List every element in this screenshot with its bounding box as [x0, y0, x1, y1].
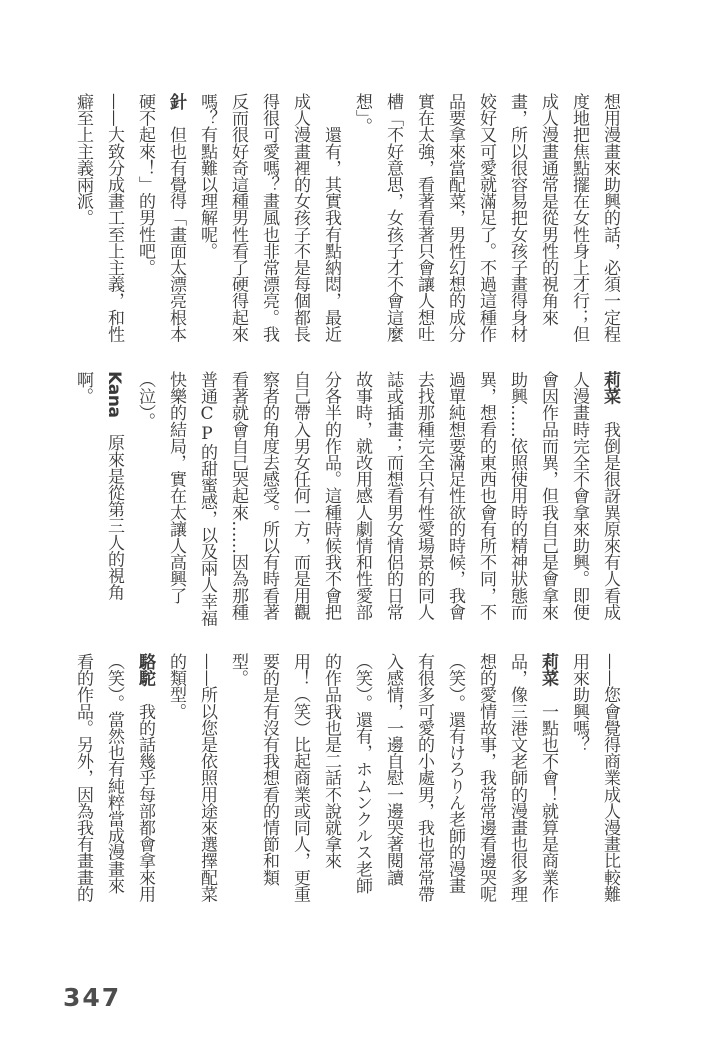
text-column	[594, 371, 625, 627]
text-segment: 成人漫畫裡的女孩子不是每個都長	[290, 93, 310, 343]
speaker-name: 針	[166, 93, 186, 110]
text-segment: 察者的角度去感受。所以有時看著	[259, 371, 279, 621]
text-segment: 實在太強，看著看著只會讓人想吐	[414, 93, 434, 343]
text-column	[67, 653, 98, 909]
speaker-name: Kana	[104, 371, 124, 418]
text-segment: 啊。	[73, 371, 93, 405]
text-segment: 去找那種完全只有性愛場景的同人	[414, 371, 434, 621]
text-column	[439, 93, 470, 349]
text-column	[532, 653, 563, 909]
text-segment: 會因作品而異，但我自己是會拿來	[538, 371, 558, 621]
text-segment: 普通	[197, 371, 217, 405]
text-column	[563, 371, 594, 627]
text-column	[129, 93, 160, 349]
text-segment: 癖至上主義兩派。	[73, 93, 93, 226]
text-segment: 過單純想要滿足性欲的時候，我會	[445, 371, 465, 621]
text-segment: ——您會覺得商業成人漫畫比較難	[600, 653, 620, 903]
text-segment: 助興……依照使用時的精神狀態而	[507, 371, 527, 621]
text-segment: 我的話幾乎每部都會拿來用	[135, 686, 155, 903]
text-segment: （笑）。還有，ホムンクルス老師	[352, 653, 372, 894]
text-segment: 人漫畫時完全不會拿來助興。即便	[569, 371, 589, 621]
text-column	[315, 371, 346, 627]
text-column	[67, 371, 98, 627]
text-column	[408, 93, 439, 349]
text-segment: 看著就會自己哭起來……因為那種	[228, 371, 248, 621]
text-column	[346, 653, 377, 909]
text-segment: 畫，所以很容易把女孩子畫得身材	[507, 93, 527, 343]
speaker-name: 莉菜	[600, 371, 620, 405]
text-segment: （笑）。當然也有純粹當成漫畫來	[104, 653, 124, 894]
text-segment: 品要拿來當配菜，男性幻想的成分	[445, 93, 465, 343]
text-segment: 的甜蜜感，以及兩人幸福	[197, 443, 217, 627]
text-segment: 想」。	[352, 93, 372, 135]
text-column	[563, 93, 594, 349]
text-segment: 嗎？有點難以理解呢。	[197, 93, 217, 260]
text-segment: 的作品我也是二話不說就拿來	[321, 653, 341, 869]
text-column	[377, 653, 408, 909]
text-segment: 自己帶入男女任何一方，而是用觀	[290, 371, 310, 621]
text-segment: 反而很好奇這種男性看了硬得起來	[228, 93, 248, 343]
text-segment: 快樂的結局，實在太讓人高興了	[166, 371, 186, 604]
speaker-name: 駱駝	[135, 653, 155, 687]
text-column	[408, 653, 439, 909]
text-segment: 入感情，一邊自慰一邊哭著閱讀	[383, 653, 403, 886]
text-segment: 型。	[228, 653, 248, 687]
text-column	[284, 653, 315, 909]
text-column	[253, 93, 284, 349]
text-segment: 故事時，就改用感人劇情和性愛部	[352, 371, 372, 621]
text-segment: 用來助興嗎？	[569, 653, 589, 753]
text-column	[532, 93, 563, 349]
text-column	[439, 371, 470, 627]
text-column	[222, 93, 253, 349]
text-segment: 姣好又可愛就滿足了。不過這種作	[476, 93, 496, 343]
page-number: 347	[63, 983, 122, 1012]
text-segment: ——大致分成畫工至上主義，和性	[104, 93, 124, 343]
text-segment: 硬不起來！」的男性吧。	[135, 93, 155, 276]
text-column	[470, 653, 501, 909]
text-segment: （笑）。還有けろりん老師的漫畫	[445, 653, 465, 894]
text-segment: 的類型。	[166, 653, 186, 720]
text-segment: 一點也不會！就算是商業作	[538, 686, 558, 903]
text-column	[377, 93, 408, 349]
text-column	[346, 93, 377, 349]
text-segment: 看的作品。另外，因為我有畫畫的	[73, 653, 93, 903]
text-column	[439, 653, 470, 909]
text-band-middle	[67, 371, 625, 627]
text-segment: 還有，其實我有點納悶，最近	[321, 93, 341, 343]
text-segment: 用！（笑）比起商業或同人，更重	[290, 653, 310, 903]
text-column	[408, 371, 439, 627]
text-column	[160, 653, 191, 909]
text-segment: 槽「不好意思，女孩子才不會這麼	[383, 93, 403, 343]
text-segment: 想的愛情故事，我常常邊看邊哭呢	[476, 653, 496, 903]
text-column	[315, 93, 346, 349]
text-column	[377, 371, 408, 627]
text-column	[501, 93, 532, 349]
text-column	[253, 371, 284, 627]
text-column	[191, 93, 222, 349]
text-column	[532, 371, 563, 627]
text-band-top	[67, 93, 625, 349]
text-column	[98, 653, 129, 909]
speaker-name: 莉菜	[538, 653, 558, 687]
text-column	[470, 371, 501, 627]
text-column	[284, 371, 315, 627]
text-segment: 異，想看的東西也會有所不同，不	[476, 371, 496, 621]
text-column	[470, 93, 501, 349]
text-band-bottom	[67, 653, 625, 909]
text-column	[160, 371, 191, 627]
text-segment: 得很可愛嗎？畫風也非常漂亮。我	[259, 93, 279, 343]
text-segment: 成人漫畫通常是從男性的視角來	[538, 93, 558, 326]
text-column	[501, 371, 532, 627]
text-column	[594, 93, 625, 349]
text-segment: 我倒是很訝異原來有人看成	[600, 404, 620, 621]
text-segment: （泣）。	[135, 371, 155, 429]
text-column	[253, 653, 284, 909]
text-column	[284, 93, 315, 349]
text-column	[98, 371, 129, 627]
text-segment: 要的是有沒有我想看的情節和類	[259, 653, 279, 886]
text-column	[501, 653, 532, 909]
text-column	[563, 653, 594, 909]
text-column	[67, 93, 98, 349]
text-column	[191, 371, 222, 627]
text-column	[129, 371, 160, 627]
text-column	[191, 653, 222, 909]
text-segment: 品，像三港文老師的漫畫也很多理	[507, 653, 527, 903]
text-column	[129, 653, 160, 909]
text-segment: ——所以您是依照用途來選擇配菜	[197, 653, 217, 903]
text-column	[315, 653, 346, 909]
text-segment: 但也有覺得「畫面太漂亮根本	[166, 109, 186, 343]
text-segment: 想用漫畫來助興的話，必須一定程	[600, 93, 620, 343]
text-segment: 誌或插畫；而想看男女情侶的日常	[383, 371, 403, 621]
text-column	[594, 653, 625, 909]
text-segment: 原來是從第三人的視角	[104, 417, 124, 601]
text-segment: 度地把焦點擺在女性身上才行；但	[569, 93, 589, 343]
text-column	[346, 371, 377, 627]
text-segment: 分各半的作品。這種時候我不會把	[321, 371, 341, 621]
text-segment: 有很多可愛的小處男，我也常常帶	[414, 653, 434, 903]
text-column	[160, 93, 191, 349]
text-segment: CP	[197, 404, 217, 444]
text-column	[98, 93, 129, 349]
text-column	[222, 653, 253, 909]
text-column	[222, 371, 253, 627]
